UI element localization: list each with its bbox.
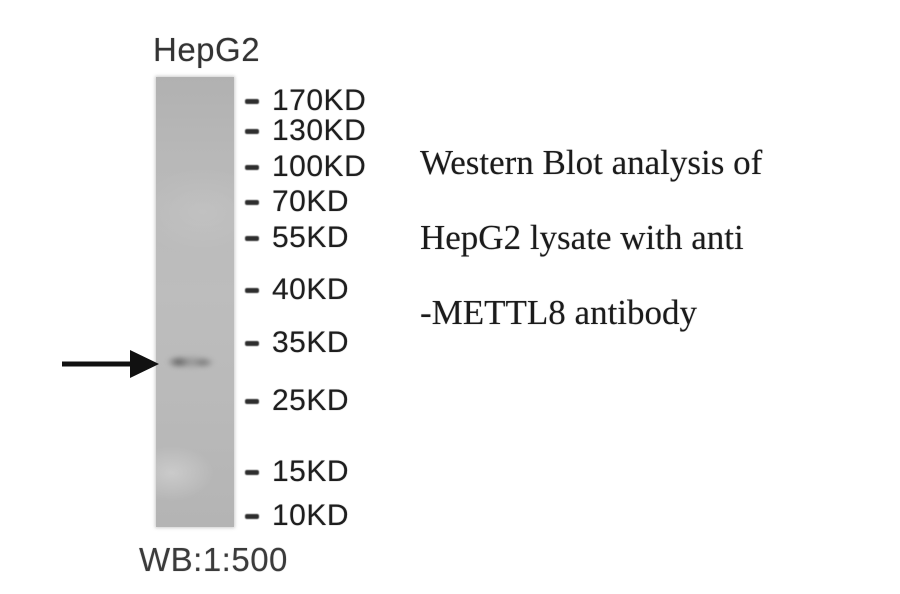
marker-row [245, 220, 349, 256]
protein-band [162, 349, 220, 375]
caption-line: -METTL8 antibody [420, 293, 698, 332]
caption-line: Western Blot analysis of [420, 143, 763, 182]
tick-mark-icon [245, 288, 259, 293]
marker-label: 170KD [272, 84, 367, 117]
tick-mark-icon [245, 200, 259, 205]
gel-lane [156, 77, 234, 527]
marker-label: 10KD [272, 499, 350, 532]
tick-mark-icon [245, 165, 259, 170]
marker-label: 35KD [272, 326, 350, 359]
tick-mark-icon [245, 514, 259, 519]
marker-label: 15KD [272, 455, 350, 488]
tick-mark-icon [245, 129, 259, 134]
marker-label: 130KD [272, 114, 367, 147]
marker-label: 40KD [272, 273, 350, 306]
marker-row [245, 113, 366, 149]
marker-label: 25KD [272, 384, 350, 417]
tick-mark-icon [245, 341, 259, 346]
marker-row [245, 454, 349, 490]
marker-row [245, 498, 349, 534]
tick-mark-icon [245, 399, 259, 404]
marker-row [245, 272, 349, 308]
caption-line: HepG2 lysate with anti [420, 218, 744, 257]
lane-label: HepG2 [153, 31, 261, 68]
marker-row [245, 149, 366, 185]
tick-mark-icon [245, 470, 259, 475]
wb-dilution-label: WB:1:500 [139, 541, 288, 578]
marker-row [245, 325, 349, 361]
tick-mark-icon [245, 236, 259, 241]
marker-label: 55KD [272, 221, 350, 254]
marker-label: 70KD [272, 185, 350, 218]
marker-label: 100KD [272, 150, 367, 183]
marker-row [245, 184, 349, 220]
tick-mark-icon [245, 99, 259, 104]
marker-row [245, 383, 349, 419]
pointer-arrow-icon [58, 345, 162, 383]
